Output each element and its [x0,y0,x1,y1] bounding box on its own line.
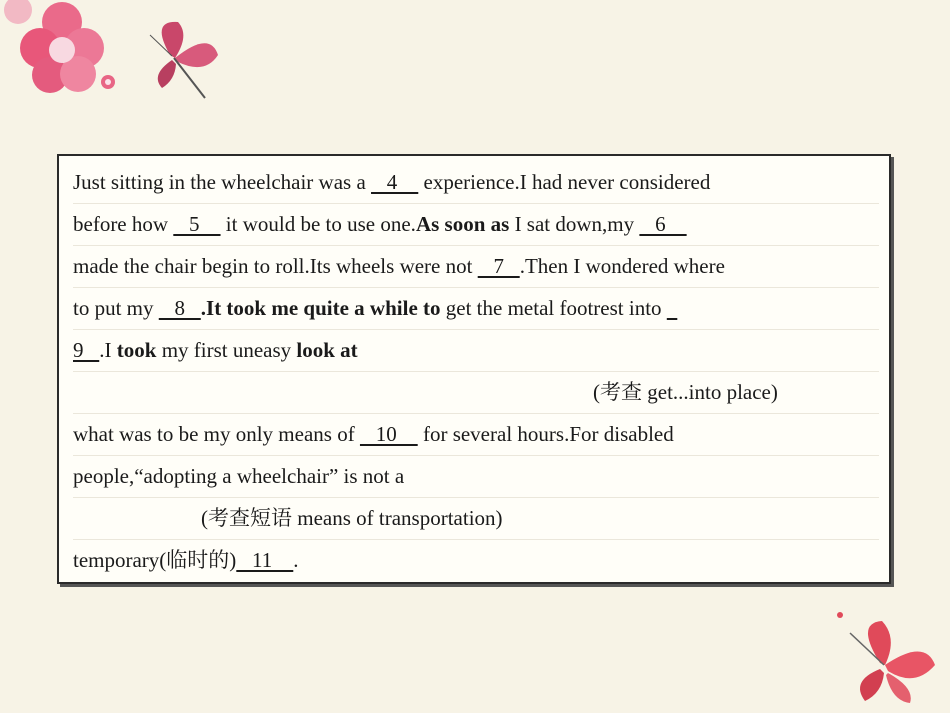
blank-7: 7 [477,254,520,278]
blank-10: 10 [359,422,418,446]
bold-phrase: As soon as [415,212,510,236]
blank-11: 11 [236,548,294,572]
passage-line-3: made the chair begin to roll.Its wheels were not 7 .Then I wondered where [73,245,879,288]
blank-5: 5 [173,212,221,236]
bold-phrase: look at [296,338,358,362]
blank-8: 8 [158,296,201,320]
bold-phrase: .It took me quite a while to [200,296,441,320]
passage-line-8: people,“adopting a wheelchair” is not a [73,455,879,498]
passage-line-2: before how 5 it would be to use one.As soon as I sat down,my 6 [73,203,879,246]
annotation-note: (考查短语 means of transportation) [73,497,879,540]
butterfly-icon [837,612,935,703]
flower-butterfly-decoration [0,0,240,110]
passage-card [57,154,891,584]
passage-line-1: Just sitting in the wheelchair was a 4 experience.I had never considered [73,161,879,204]
annotation-note: (考查 get...into place) [73,371,879,414]
blank-9-start [667,287,678,329]
blank-6: 6 [639,212,687,236]
passage-line-10: temporary(临时的) 11 . [73,539,879,581]
passage-line-4: to put my 8 .It took me quite a while to get the metal footrest into [73,287,879,330]
bold-word: took [116,338,157,362]
passage-line-7: what was to be my only means of 10 for several hours.For disabled [73,413,879,456]
butterfly-icon [150,22,218,98]
butterfly-decoration [810,603,950,713]
blank-4: 4 [371,170,419,194]
blank-9: 9 [73,338,100,362]
passage-line-5: 9 .I took my first uneasy look at [73,329,879,372]
flower-icon [4,0,115,93]
